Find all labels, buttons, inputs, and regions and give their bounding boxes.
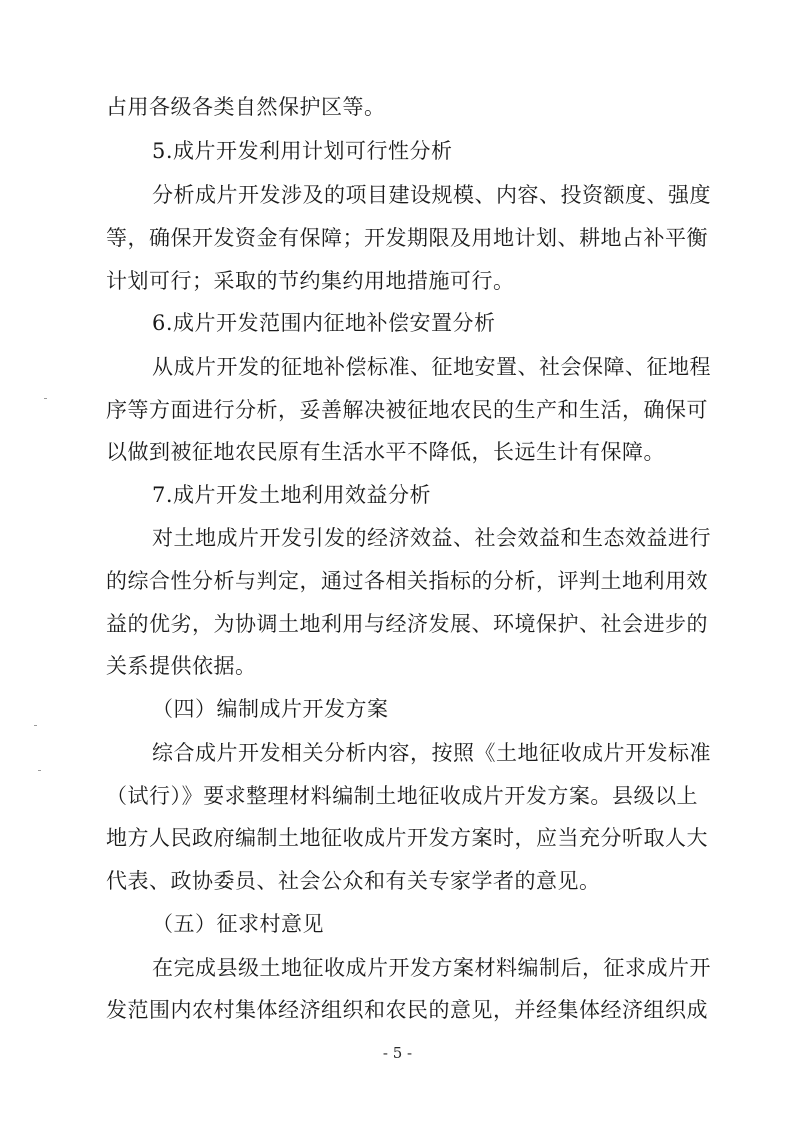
text-line: 从成片开发的征地补偿标准、征地安置、社会保障、征地程 xyxy=(152,355,711,379)
section-heading: （五）征求村意见 xyxy=(152,912,324,936)
text-line: 综合成片开发相关分析内容，按照《土地征收成片开发标准 xyxy=(152,741,711,765)
text-line: 分析成片开发涉及的项目建设规模、内容、投资额度、强度 xyxy=(152,183,711,207)
text-line: 代表、政协委员、社会公众和有关专家学者的意见。 xyxy=(106,869,601,893)
section-heading: 6.成片开发范围内征地补偿安置分析 xyxy=(152,311,496,335)
section-heading: 7.成片开发土地利用效益分析 xyxy=(152,483,432,507)
text-line: 计划可行；采取的节约集约用地措施可行。 xyxy=(106,269,515,293)
text-line: 占用各级各类自然保护区等。 xyxy=(106,95,386,119)
text-line: 地方人民政府编制土地征收成片开发方案时，应当充分听取人大 xyxy=(106,826,708,850)
section-heading: （四）编制成片开发方案 xyxy=(152,697,389,721)
text-line: 在完成县级土地征收成片开发方案材料编制后，征求成片开 xyxy=(152,956,711,980)
text-line: 序等方面进行分析，妥善解决被征地农民的生产和生活，确保可 xyxy=(106,398,708,422)
text-line: （试行）》要求整理材料编制土地征收成片开发方案。县级以上 xyxy=(106,784,698,808)
scan-speck xyxy=(44,398,47,399)
text-line: 的综合性分析与判定，通过各相关指标的分析，评判土地利用效 xyxy=(106,569,708,593)
text-line: 以做到被征地农民原有生活水平不降低，长远生计有保障。 xyxy=(106,440,665,464)
section-heading: 5.成片开发利用计划可行性分析 xyxy=(152,139,453,163)
scan-speck xyxy=(34,725,37,726)
scan-speck xyxy=(38,770,41,771)
text-line: 关系提供依据。 xyxy=(106,654,257,678)
text-line: 益的优劣，为协调土地利用与经济发展、环境保护、社会进步的 xyxy=(106,612,708,636)
text-line: 等，确保开发资金有保障；开发期限及用地计划、耕地占补平衡 xyxy=(106,226,708,250)
text-line: 发范围内农村集体经济组织和农民的意见，并经集体经济组织成 xyxy=(106,998,708,1022)
text-line: 对土地成片开发引发的经济效益、社会效益和生态效益进行 xyxy=(152,526,711,550)
page-number: - 5 - xyxy=(382,1044,413,1062)
